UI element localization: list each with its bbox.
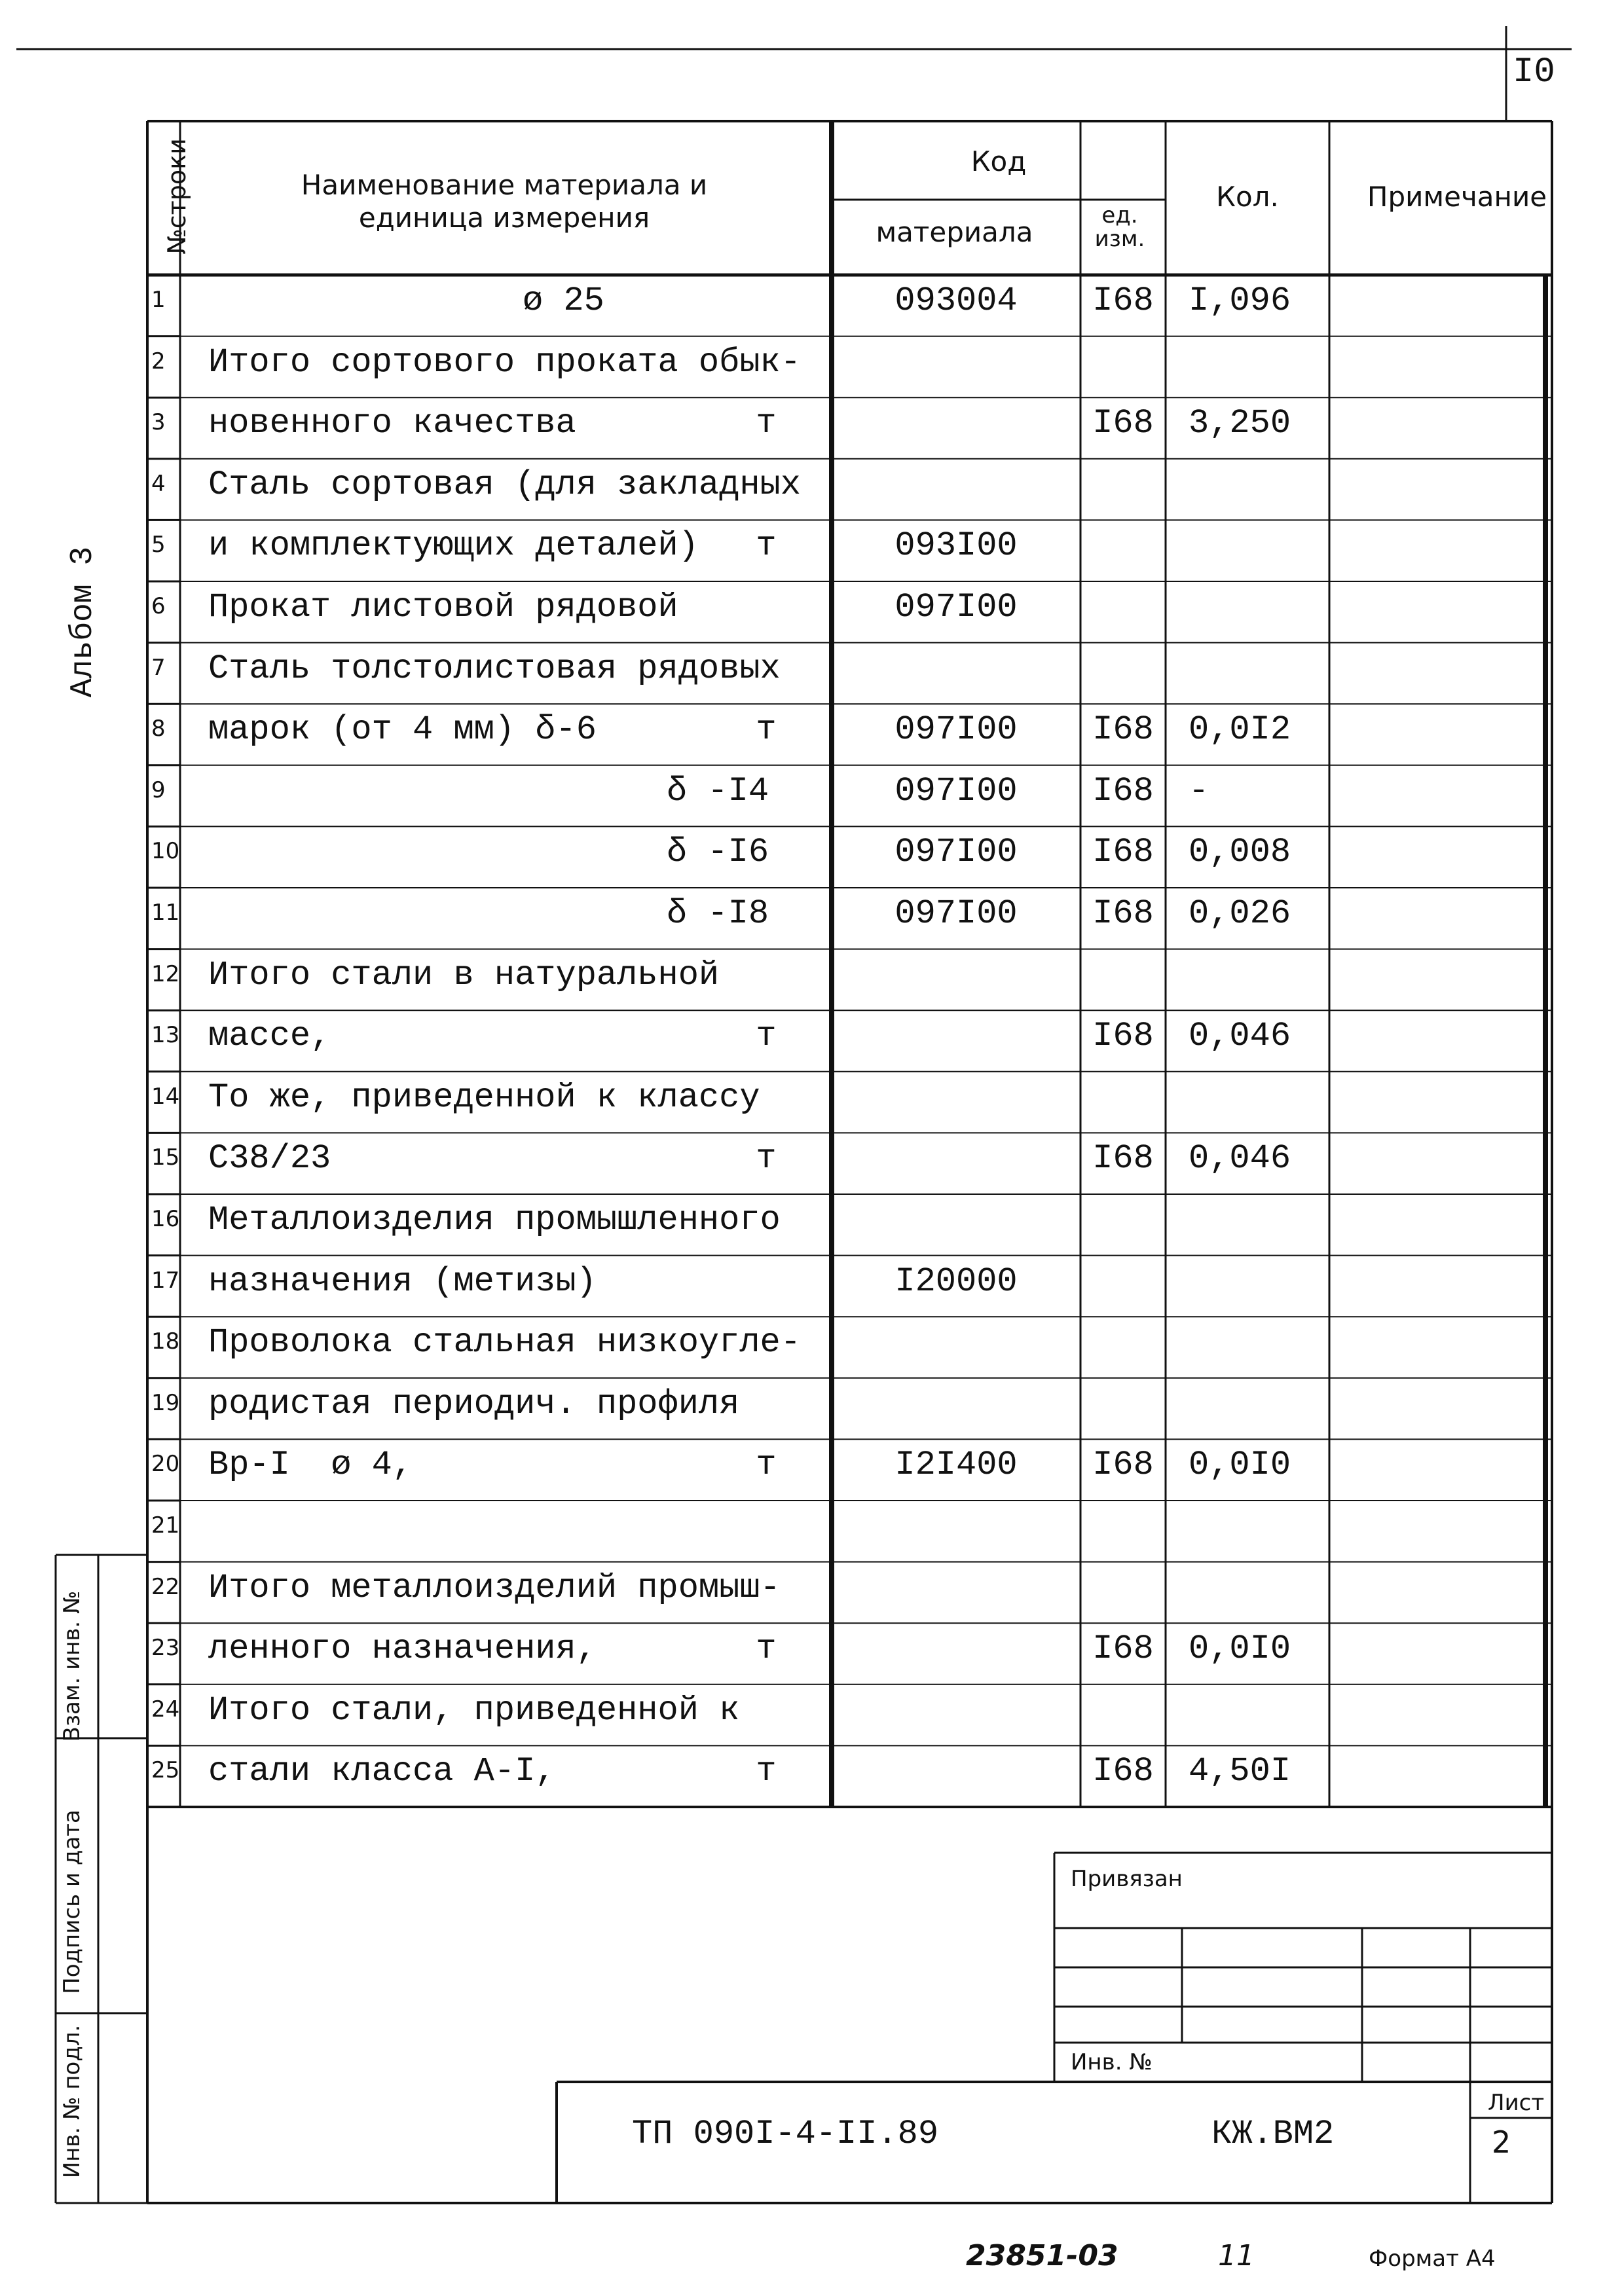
row-material-name: Вр-I ø 4,	[208, 1446, 413, 1485]
row-material-name: родистая периодич. профиля	[208, 1384, 740, 1423]
row-number: 2	[151, 348, 166, 374]
header-row-number: №строки	[162, 138, 191, 255]
row-material-name: То же, приведенной к классу	[208, 1078, 760, 1117]
row-material-name: массе,	[208, 1017, 331, 1056]
row-number: 17	[151, 1267, 180, 1294]
row-material-name: марок (от 4 мм) δ-6	[208, 710, 597, 750]
row-number: 18	[151, 1328, 180, 1355]
row-material-name: Проволока стальная низкоугле-	[208, 1323, 801, 1362]
row-unit: т	[756, 526, 777, 566]
row-unit: т	[756, 1752, 777, 1791]
row-unit-code: I68	[1092, 1446, 1154, 1485]
row-unit: т	[756, 1630, 777, 1669]
row-unit-code: I68	[1092, 1139, 1154, 1178]
header-material-name: Наименование материала и единица измерения	[301, 169, 708, 234]
row-material-name: δ -I8	[667, 894, 769, 933]
row-number: 4	[151, 470, 166, 497]
row-unit-code: I68	[1092, 833, 1154, 872]
row-material-code: I2I400	[895, 1446, 1018, 1485]
header-quantity: Кол.	[1216, 181, 1279, 213]
row-material-name: Итого сортового проката обык-	[208, 342, 801, 382]
row-number: 16	[151, 1206, 180, 1232]
paper-format: Формат А4	[1369, 2246, 1496, 2272]
row-material-code: 093004	[895, 282, 1018, 320]
sheet-corner-number: I0	[1513, 52, 1555, 92]
row-unit-code: I68	[1092, 710, 1154, 750]
row-number: 20	[151, 1451, 180, 1478]
row-number: 3	[151, 409, 166, 436]
row-material-code: 097I00	[895, 894, 1018, 933]
side-stamp-replacement-inventory: Взам. инв. №	[59, 1590, 85, 1742]
sheet-label: Лист	[1488, 2090, 1545, 2116]
row-unit-code: I68	[1092, 1630, 1154, 1669]
row-quantity: 0,046	[1189, 1017, 1291, 1056]
title-block-inventory-label: Инв. №	[1071, 2049, 1153, 2075]
row-unit: т	[756, 710, 777, 750]
row-material-name: Итого металлоизделий промыш-	[208, 1568, 781, 1607]
row-material-name: ø 25	[523, 282, 604, 320]
row-material-code: I20000	[895, 1262, 1018, 1301]
document-mark: КЖ.ВМ2	[1211, 2115, 1335, 2153]
row-unit-code: I68	[1092, 282, 1154, 320]
row-unit: т	[756, 404, 777, 443]
row-number: 19	[151, 1389, 180, 1416]
sheet-number: 2	[1492, 2124, 1511, 2160]
row-number: 21	[151, 1512, 180, 1539]
row-quantity: 0,0I0	[1189, 1630, 1291, 1669]
row-unit: т	[756, 1017, 777, 1056]
row-number: 23	[151, 1635, 180, 1662]
row-unit-code: I68	[1092, 404, 1154, 443]
row-material-code: 097I00	[895, 771, 1018, 811]
row-material-name: новенного качества	[208, 404, 576, 443]
header-code-unit: ед. изм.	[1094, 202, 1145, 252]
side-stamp-original-inventory: Инв. № подл.	[59, 2024, 85, 2179]
album-label: Альбом 3	[65, 546, 101, 698]
row-number: 5	[151, 532, 166, 558]
row-number: 6	[151, 593, 166, 619]
row-material-name: Сталь сортовая (для закладных	[208, 465, 801, 504]
row-material-name: Итого стали в натуральной	[208, 955, 720, 994]
row-number: 11	[151, 900, 180, 926]
row-quantity: I,096	[1189, 282, 1291, 320]
row-material-name: стали класса А-I,	[208, 1752, 556, 1791]
row-material-code: 097I00	[895, 833, 1018, 872]
row-unit: т	[756, 1139, 777, 1178]
row-number: 13	[151, 1022, 180, 1049]
row-number: 8	[151, 716, 166, 742]
row-material-name: ленного назначения,	[208, 1630, 597, 1669]
row-material-code: 097I00	[895, 588, 1018, 627]
row-number: 9	[151, 776, 166, 803]
row-number: 22	[151, 1573, 180, 1600]
side-stamp-signature-date: Подпись и дата	[59, 1810, 85, 1994]
row-unit-code: I68	[1092, 894, 1154, 933]
row-material-name: δ -I4	[667, 771, 769, 811]
document-code: ТП 090I-4-II.89	[632, 2115, 939, 2153]
row-material-name: и комплектующих деталей)	[208, 526, 699, 566]
row-unit-code: I68	[1092, 1017, 1154, 1056]
row-material-code: 093I00	[895, 526, 1018, 566]
archive-number: 23851-03	[966, 2239, 1118, 2272]
row-number: 14	[151, 1083, 180, 1110]
row-unit-code: I68	[1092, 771, 1154, 811]
row-quantity: 0,026	[1189, 894, 1291, 933]
row-number: 15	[151, 1144, 180, 1171]
row-quantity: 0,008	[1189, 833, 1291, 872]
header-note: Примечание	[1367, 181, 1547, 213]
row-material-name: δ -I6	[667, 833, 769, 872]
header-code-material: материала	[876, 216, 1033, 248]
row-quantity: 3,250	[1189, 404, 1291, 443]
title-block-bound-label: Привязан	[1071, 1866, 1183, 1892]
row-material-name: Металлоизделия промышленного	[208, 1201, 781, 1239]
row-number: 25	[151, 1757, 180, 1784]
row-quantity: -	[1189, 771, 1209, 811]
row-number: 10	[151, 838, 180, 865]
row-quantity: 4,50I	[1189, 1752, 1291, 1791]
row-material-name: Прокат листовой рядовой	[208, 588, 678, 627]
row-quantity: 0,046	[1189, 1139, 1291, 1178]
row-material-code: 097I00	[895, 710, 1018, 750]
row-number: 7	[151, 654, 166, 681]
row-material-name: назначения (метизы)	[208, 1262, 597, 1301]
header-code: Код	[970, 145, 1027, 177]
row-material-name: Итого стали, приведенной к	[208, 1690, 740, 1730]
row-material-name: Сталь толстолистовая рядовых	[208, 649, 781, 688]
row-unit: т	[756, 1446, 777, 1485]
row-quantity: 0,0I0	[1189, 1446, 1291, 1485]
row-number: 1	[151, 287, 166, 313]
row-quantity: 0,0I2	[1189, 710, 1291, 750]
row-number: 12	[151, 960, 180, 987]
row-material-name: С38/23	[208, 1139, 331, 1178]
footer-page-number: 11	[1218, 2239, 1255, 2272]
row-number: 24	[151, 1696, 180, 1722]
row-unit-code: I68	[1092, 1752, 1154, 1791]
